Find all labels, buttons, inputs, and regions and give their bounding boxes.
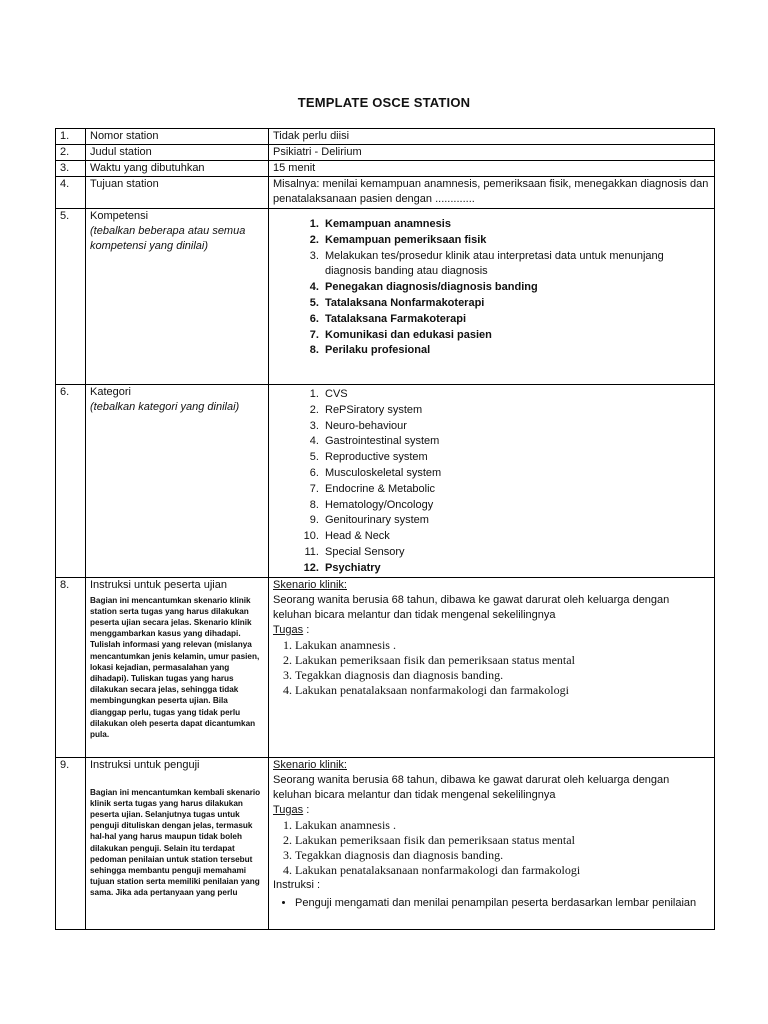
tugas-label: Tugas [273,803,304,816]
list-item: 3. Melakukan tes/prosedur klinik atau interpretasi data untuk menunjang diagnosis banding atau diagnosis [322,249,710,281]
tugas-list [273,818,710,878]
instruksi-penguji-content-cell [269,757,715,929]
row-number: 5. [56,209,86,385]
table-row [56,161,715,177]
instruksi-peserta-label-cell [86,577,269,757]
list-item: 7. Endocrine & Metabolic [322,482,710,498]
osce-table [55,128,715,930]
row-description: Bagian ini mencantumkan kembali skenario klinik serta tugas yang harus dilakukan peserta ujian. Selanjutnya tugas untuk penguji dituliskan dengan jelas, termasuk hal-hal yang harus maupun tidak boleh dilakukan penguji. Selain itu terdapat pedoman penilaian untuk station tersebut sehingga membantu penguji memahami tujuan station serta memiliki penilaian yang sama. Jika ada pertanyaan yang perlu [90,787,261,898]
row-number: 1. [56,129,86,145]
row-label: Waktu yang dibutuhkan [86,161,269,177]
row-value: Misalnya: menilai kemampuan anamnesis, pemeriksaan fisik, menegakkan diagnosis dan penatalaksanaan pasien dengan ............. [269,177,715,209]
tugas-label: Tugas [273,623,304,636]
row-number: 3. [56,161,86,177]
kompetensi-list [273,217,710,359]
instruksi-list [273,895,710,911]
list-item: 10. Head & Neck [322,529,710,545]
list-item: 6. Tatalaksana Farmakoterapi [322,312,710,328]
list-item: 7. Komunikasi dan edukasi pasien [322,328,710,344]
instruksi-peserta-row [56,577,715,757]
row-number: 9. [56,757,86,929]
kategori-list-cell [269,385,715,578]
skenario-label: Skenario klinik: [273,758,347,771]
list-item: 6. Musculoskeletal system [322,466,710,482]
list-item: 8. Hematology/Oncology [322,498,710,514]
table-row [56,145,715,161]
row-label: Kategori [90,386,131,398]
list-item: 3. Tegakkan diagnosis dan diagnosis banding. [295,848,710,863]
list-item: 1. Lakukan anamnesis . [295,638,710,653]
list-item: 2. Lakukan pemeriksaan fisik dan pemeriksaan status mental [295,833,710,848]
row-value: Tidak perlu diisi [269,129,715,145]
tugas-heading: Tugas : [273,803,310,816]
row-label: Tujuan station [86,177,269,209]
row-label: Judul station [86,145,269,161]
tugas-heading: Tugas : [273,623,310,636]
list-item: 2. Kemampuan pemeriksaan fisik [322,233,710,249]
list-item: 4. Gastrointestinal system [322,434,710,450]
list-item: 8. Perilaku profesional [322,343,710,359]
skenario-text: Seorang wanita berusia 68 tahun, dibawa ke gawat darurat oleh keluarga dengan keluhan bicara melantur dan tidak mengenal sekelilingnya [273,773,670,801]
list-item: 1. Lakukan anamnesis . [295,818,710,833]
table-row [56,177,715,209]
kategori-label-cell [86,385,269,578]
list-item: 3. Tegakkan diagnosis dan diagnosis banding. [295,668,710,683]
list-item: 9. Genitourinary system [322,513,710,529]
row-label: Kompetensi [90,210,149,222]
instruksi-peserta-content-cell [269,577,715,757]
kategori-row [56,385,715,578]
kategori-list [273,387,710,577]
list-item: 3. Neuro-behaviour [322,419,710,435]
skenario-text: Seorang wanita berusia 68 tahun, dibawa ke gawat darurat oleh keluarga dengan keluhan bicara melantur dan tidak mengenal sekelilingnya [273,593,670,621]
list-item: • Penguji mengamati dan menilai penampilan peserta berdasarkan lembar penilaian [295,895,710,911]
instruksi-penguji-row [56,757,715,929]
list-item: 4. Penegakan diagnosis/diagnosis banding [322,280,710,296]
kompetensi-row [56,209,715,385]
list-item: 11. Special Sensory [322,545,710,561]
row-note: (tebalkan beberapa atau semua kompetensi yang dinilai) [90,225,246,252]
table-row [56,129,715,145]
list-item: 1. Kemampuan anamnesis [322,217,710,233]
kompetensi-list-cell [269,209,715,385]
list-item: 12. Psychiatry [322,561,710,577]
skenario-label: Skenario klinik: [273,578,347,591]
list-item: 1. CVS [322,387,710,403]
row-number: 8. [56,577,86,757]
list-item: 5. Reproductive system [322,450,710,466]
list-item: 2. RePSiratory system [322,403,710,419]
row-label: Instruksi untuk penguji [90,758,200,771]
instruksi-penguji-label-cell [86,757,269,929]
row-note: (tebalkan kategori yang dinilai) [90,401,240,413]
row-number: 6. [56,385,86,578]
list-item: 4. Lakukan penatalaksaan nonfarmakologi dan farmakologi [295,683,710,698]
row-number: 4. [56,177,86,209]
instruksi-label: Instruksi : [273,878,321,891]
list-item: 5. Tatalaksana Nonfarmakoterapi [322,296,710,312]
kompetensi-label-cell [86,209,269,385]
list-item: 4. Lakukan penatalaksanaan nonfarmakologi dan farmakologi [295,863,710,878]
row-label: Instruksi untuk peserta ujian [90,578,227,591]
page-title: TEMPLATE OSCE STATION [297,95,471,110]
tugas-list [273,638,710,698]
row-label: Nomor station [86,129,269,145]
row-description: Bagian ini mencantumkan skenario klinik station serta tugas yang harus dilakukan peserta ujian secara jelas. Skenario klinik menggambarkan kasus yang dihadapi. Tulislah informasi yang relevan (mislanya mencantumkan jenis kelamin, umur pasien, lokasi kejadian, permasalahan yang dihadapi). Tuliskan tugas yang harus dilakukan secara jelas, sehingga tidak membingungkan peserta ujian. Bila dianggap perlu, tugas yang tidak perlu dilakukan oleh peserta dapat dicantumkan pula. [90,595,260,739]
row-value: Psikiatri - Delirium [269,145,715,161]
row-number: 2. [56,145,86,161]
row-value: 15 menit [269,161,715,177]
list-item: 2. Lakukan pemeriksaan fisik dan pemeriksaan status mental [295,653,710,668]
